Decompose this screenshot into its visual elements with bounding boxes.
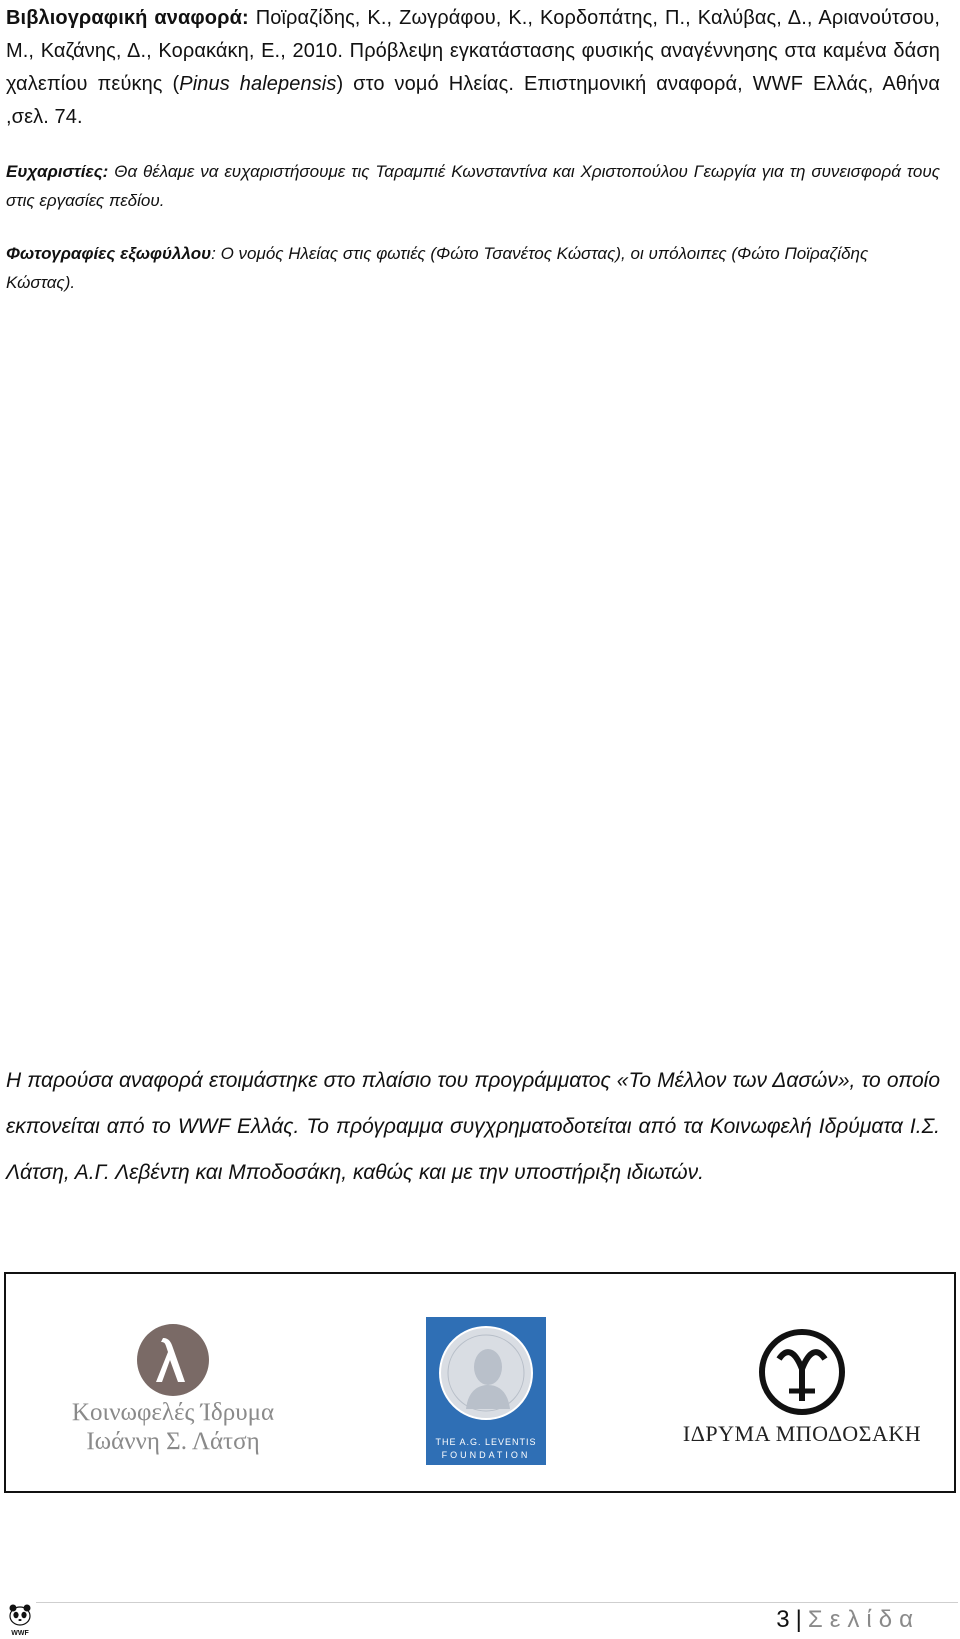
latsis-foundation-logo — [58, 1322, 288, 1462]
bibliography-label: Βιβλιογραφική αναφορά: — [6, 7, 249, 29]
bodossakis-emblem-icon — [759, 1329, 845, 1415]
bibliography-paragraph — [6, 2, 940, 134]
bodossakis-logo-text: ΙΔΡΥΜΑ ΜΠΟΔΟΣΑΚΗ — [682, 1421, 922, 1446]
wwf-panda-icon — [6, 1603, 34, 1637]
page-word: Σελίδα — [807, 1606, 920, 1633]
latsis-logo-line1: Κοινωφελές Ίδρυμα — [71, 1399, 275, 1426]
page-separator: | — [795, 1606, 802, 1633]
latsis-logo-line2: Ιωάννη Σ. Λάτση — [86, 1428, 260, 1455]
bodossakis-foundation-logo — [682, 1329, 922, 1459]
wwf-brand-text: WWF — [11, 1630, 29, 1637]
cover-photos-label: Φωτογραφίες εξωφύλλου — [6, 244, 212, 263]
bibliography-text-end: ) στο νομό Ηλείας. Επιστημονική αναφορά, WWF Ελλάς, Αθήνα ,σελ. 74. — [6, 73, 940, 128]
acknowledgements-label: Ευχαριστίες: — [6, 162, 109, 181]
program-note: Η παρούσα αναφορά ετοιμάστηκε στο πλαίσιο του προγράμματος «Το Μέλλον των Δασών», το οποίο εκπονείται από το WWF Ελλάς. Το πρόγραμμα συγχρηματοδοτείται από τα Κοινωφελή Ιδρύματα Ι.Σ. Λάτση, Α.Γ. Λεβέντη και Μποδοσάκη, καθώς και με την υποστήριξη ιδιωτών. — [6, 1069, 940, 1184]
page-footer — [776, 1603, 920, 1637]
sponsor-logos-box — [4, 1272, 956, 1493]
cover-photos-text: : Ο νομός Ηλείας στις φωτιές (Φώτο Τσανέτος Κώστας), οι υπόλοιπες (Φώτο Ποϊραζίδης Κώστας). — [6, 244, 869, 292]
acknowledgements-paragraph — [6, 157, 940, 215]
bibliography-text: Ποϊραζίδης, Κ., Ζωγράφου, Κ., Κορδοπάτης, Π., Καλύβας, Δ., Αριανούτσου, Μ., Καζάνης, Δ., Κορακάκη, Ε., 2010. Πρόβλεψη εγκατάστασης φυσικής αναγέννησης στα καμένα δάση χαλεπίου πεύκης ( — [6, 7, 940, 95]
latsis-lambda-icon — [135, 1322, 211, 1398]
leventis-foundation-logo — [426, 1317, 546, 1465]
leventis-logo-line2: FOUNDATION — [441, 1450, 531, 1460]
leventis-logo-line1: THE A.G. LEVENTIS — [435, 1437, 537, 1447]
leventis-medal-icon — [438, 1325, 534, 1421]
cover-photos-paragraph — [6, 239, 940, 297]
species-name: Pinus halepensis — [179, 73, 337, 95]
page-number: 3 — [776, 1606, 790, 1633]
acknowledgements-text: Θα θέλαμε να ευχαριστήσουμε τις Ταραμπιέ Κωνσταντίνα και Χριστοπούλου Γεωργία για τη συνεισφορά τους στις εργασίες πεδίου. — [6, 162, 940, 210]
